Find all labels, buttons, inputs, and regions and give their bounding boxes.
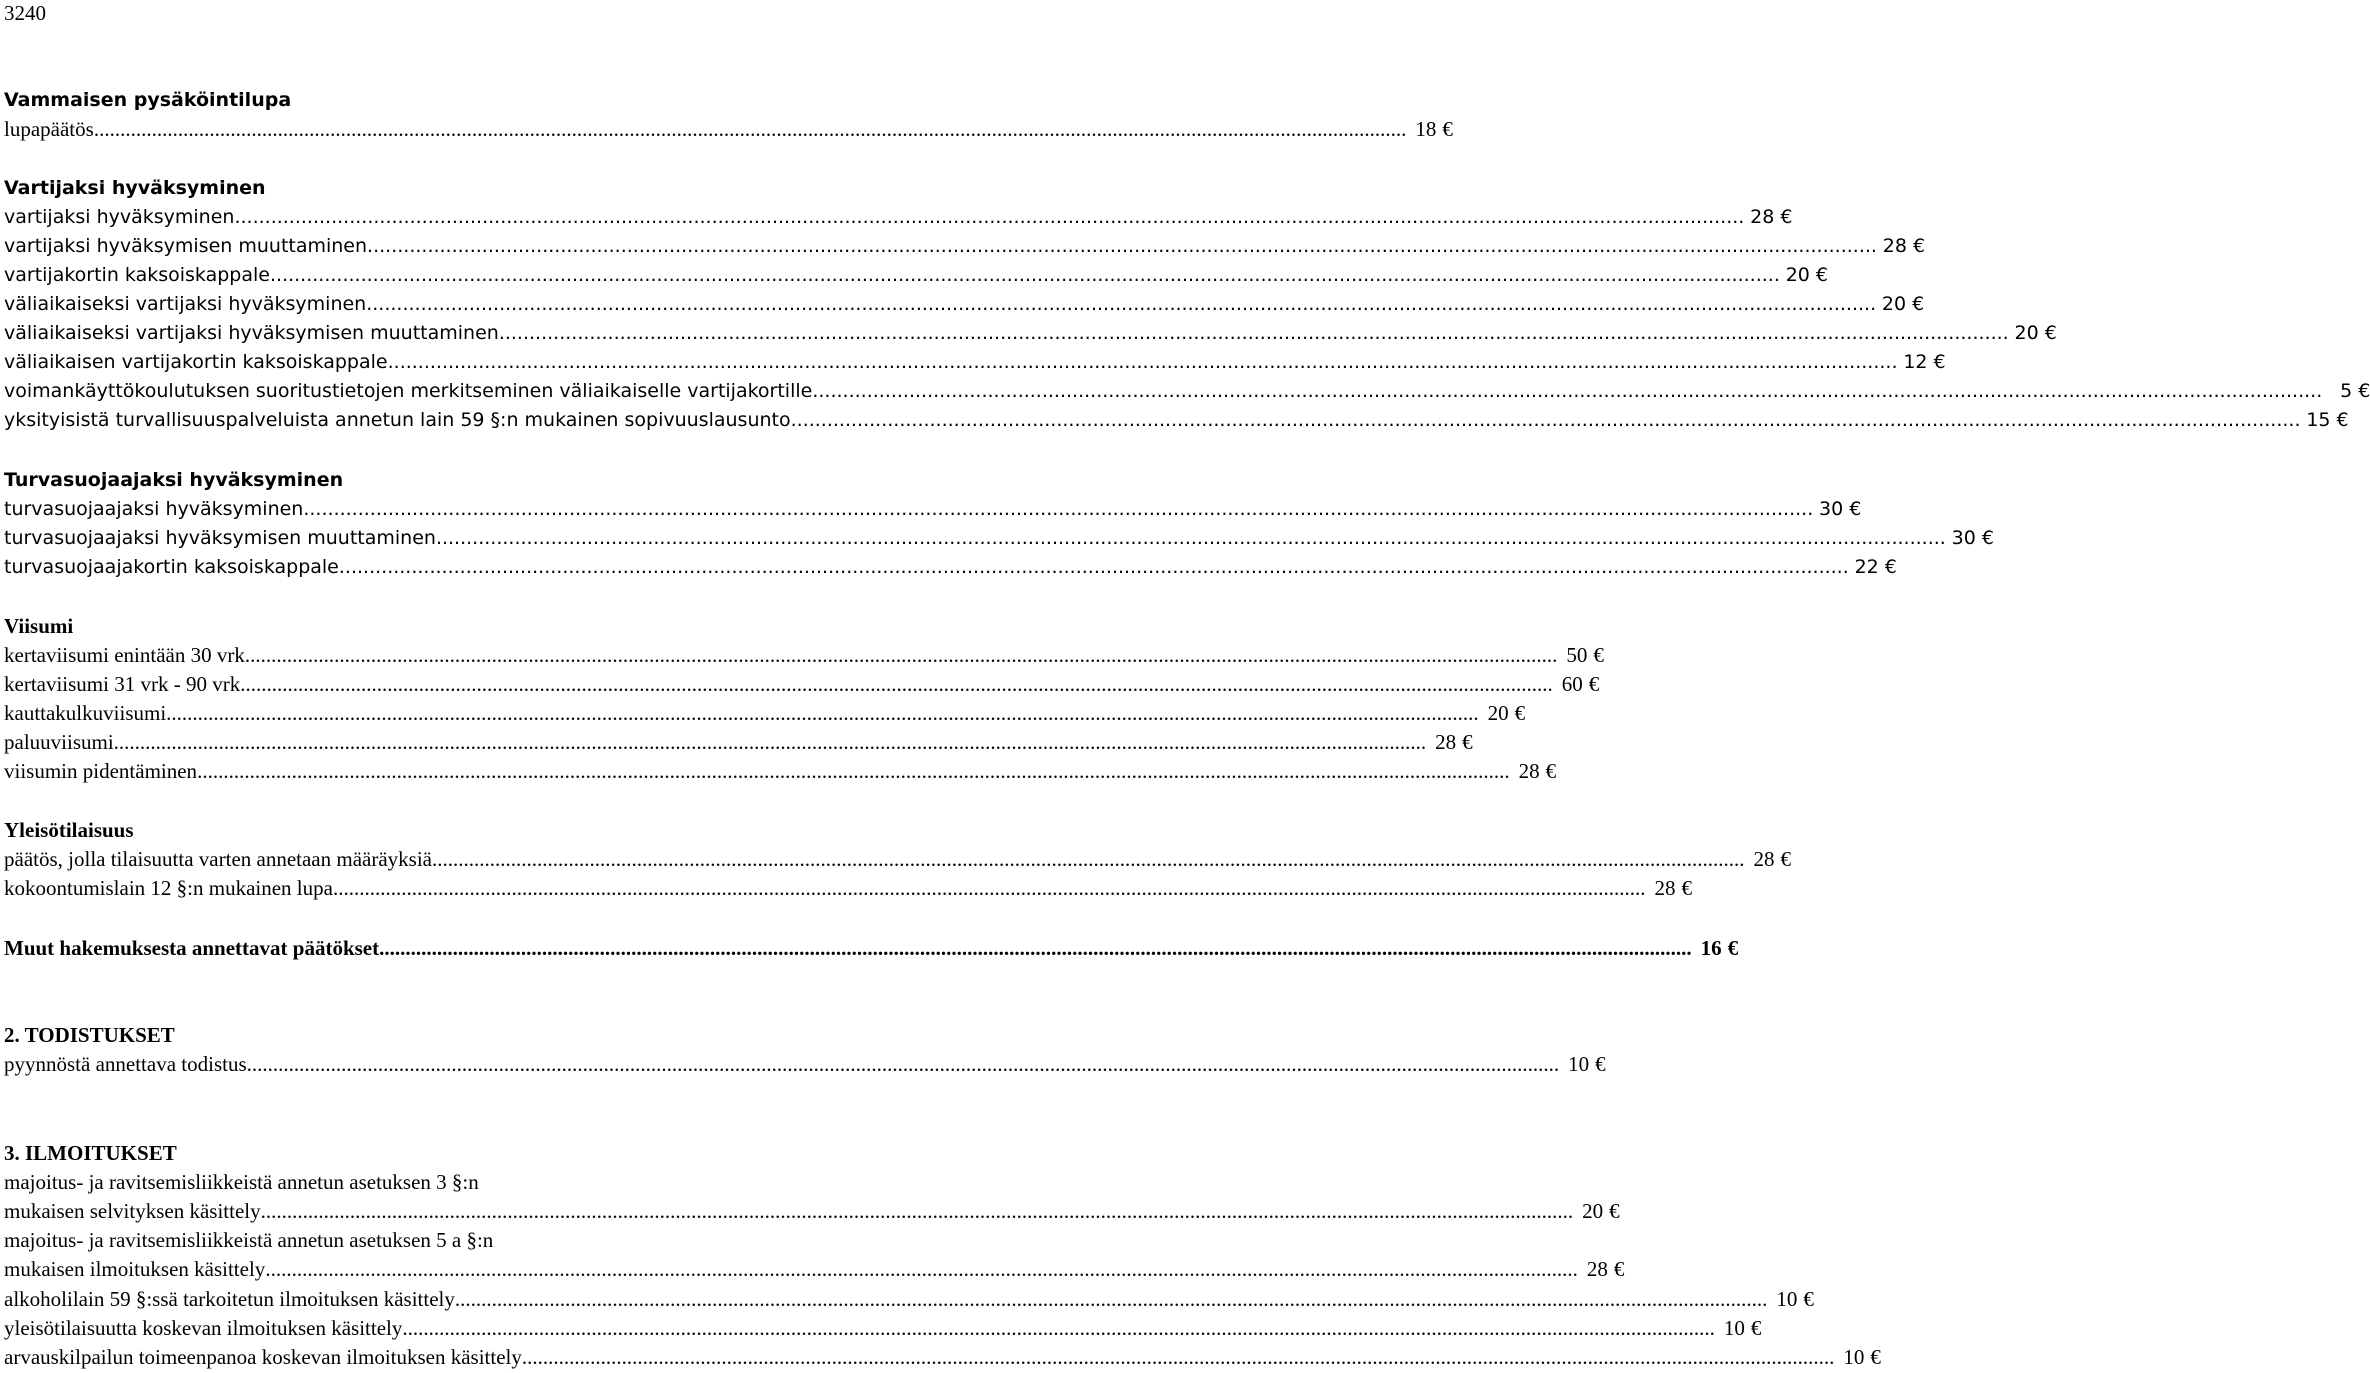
fee-label: turvasuojaajaksi hyväksymisen muuttaminen bbox=[4, 527, 436, 549]
fee-value: 20 bbox=[1487, 701, 1509, 725]
fee-amount bbox=[1813, 495, 1861, 524]
fee-row bbox=[4, 1197, 1620, 1226]
fee-value: 18 bbox=[1415, 117, 1437, 141]
fee-value: 30 bbox=[1951, 527, 1976, 549]
heading-text: 3. ILMOITUKSET bbox=[4, 1141, 177, 1165]
fee-row bbox=[4, 934, 1739, 963]
fee-label: pyynnöstä annettava todistus bbox=[4, 1052, 247, 1076]
fee-amount bbox=[1645, 874, 1692, 903]
fee-row bbox=[4, 670, 1600, 699]
fee-label: voimankäyttökoulutuksen suoritustietojen merkitseminen väliaikaiselle vartijakortille bbox=[4, 380, 813, 402]
fee-row bbox=[4, 757, 1557, 786]
fee-row bbox=[4, 1050, 1606, 1079]
fee-value: 10 bbox=[1776, 1287, 1798, 1311]
fee-label: lupapäätös bbox=[4, 117, 94, 141]
euro-symbol: € bbox=[1595, 1052, 1606, 1076]
fee-row bbox=[4, 115, 1453, 144]
fee-amount bbox=[1780, 261, 1828, 290]
fee-amount bbox=[1692, 934, 1739, 963]
fee-amount bbox=[1745, 845, 1792, 874]
leader-dots: .......................................................................................................................................................................................................................................................... bbox=[197, 759, 1510, 783]
euro-symbol: € bbox=[1912, 293, 1925, 315]
fee-label: kokoontumislain 12 §:n mukainen lupa bbox=[4, 876, 333, 900]
euro-symbol: € bbox=[1593, 643, 1604, 667]
leader-dots: .......................................................................................................................................................................................................................................................... bbox=[366, 293, 1877, 315]
fee-label: kertaviisumi enintään 30 vrk bbox=[4, 643, 245, 667]
euro-symbol: € bbox=[1884, 556, 1897, 578]
section-heading bbox=[4, 612, 956, 641]
fee-row bbox=[4, 290, 1925, 319]
fee-value: 5 bbox=[2340, 380, 2353, 402]
leader-dots: .......................................................................................................................................................................................................................................................... bbox=[435, 527, 1946, 549]
leader-dots: .......................................................................................................................................................................................................................................................... bbox=[244, 643, 1558, 667]
fee-label: mukaisen selvityksen käsittely bbox=[4, 1199, 261, 1223]
section-heading bbox=[4, 1021, 956, 1050]
fee-amount bbox=[1510, 757, 1557, 786]
fee-row bbox=[4, 1285, 1814, 1314]
fee-row bbox=[4, 699, 1526, 728]
euro-symbol: € bbox=[1780, 206, 1793, 228]
heading-text: majoitus- ja ravitsemisliikkeistä annetun asetuksen 5 a §:n bbox=[4, 1228, 494, 1252]
heading-text: Turvasuojaajaksi hyväksyminen bbox=[4, 469, 344, 491]
fee-label: väliaikaiseksi vartijaksi hyväksymisen muuttaminen bbox=[4, 322, 499, 344]
heading-text: majoitus- ja ravitsemisliikkeistä annetun asetuksen 3 §:n bbox=[4, 1170, 479, 1194]
leader-dots: .......................................................................................................................................................................................................................................................... bbox=[240, 672, 1553, 696]
fee-amount bbox=[1946, 524, 1994, 553]
euro-symbol: € bbox=[1442, 117, 1453, 141]
fee-amount bbox=[1715, 1314, 1762, 1343]
fee-amount bbox=[1553, 670, 1600, 699]
fee-amount bbox=[1578, 1255, 1625, 1284]
leader-dots: .......................................................................................................................................................................................................................................................... bbox=[234, 206, 1745, 228]
heading-text: Viisumi bbox=[4, 614, 74, 638]
fee-row bbox=[4, 406, 2349, 435]
fee-row bbox=[4, 524, 1994, 553]
fee-row bbox=[4, 232, 1926, 261]
fee-value: 28 bbox=[1654, 876, 1676, 900]
euro-symbol: € bbox=[1681, 876, 1692, 900]
leader-dots: .......................................................................................................................................................................................................................................................... bbox=[113, 730, 1427, 754]
fee-value: 20 bbox=[2014, 322, 2039, 344]
section-heading bbox=[4, 86, 956, 115]
fee-label: turvasuojaajaksi hyväksyminen bbox=[4, 498, 304, 520]
fee-value: 10 bbox=[1568, 1052, 1590, 1076]
leader-dots: .......................................................................................................................................................................................................................................................... bbox=[379, 936, 1692, 960]
euro-symbol: € bbox=[1981, 527, 1994, 549]
fee-value: 15 bbox=[2306, 409, 2331, 431]
leader-dots: .......................................................................................................................................................................................................................................................... bbox=[387, 351, 1898, 373]
fee-label: mukaisen ilmoituksen käsittely bbox=[4, 1257, 266, 1281]
fee-value: 28 bbox=[1882, 235, 1907, 257]
fee-value: 22 bbox=[1854, 556, 1879, 578]
fee-row bbox=[4, 1255, 1625, 1284]
fee-row bbox=[4, 495, 1862, 524]
heading-text: Yleisötilaisuus bbox=[4, 818, 134, 842]
fee-value: 50 bbox=[1566, 643, 1588, 667]
leader-dots: .......................................................................................................................................................................................................................................................... bbox=[454, 1287, 1768, 1311]
leader-dots: .......................................................................................................................................................................................................................................................... bbox=[265, 1257, 1578, 1281]
fee-row bbox=[4, 1314, 1762, 1343]
fee-value: 30 bbox=[1819, 498, 1844, 520]
fee-amount bbox=[1744, 203, 1792, 232]
fee-amount bbox=[1877, 232, 1925, 261]
fee-amount bbox=[1479, 699, 1526, 728]
fee-amount bbox=[1426, 728, 1473, 757]
fee-row bbox=[4, 319, 2057, 348]
text-line bbox=[4, 1226, 956, 1255]
fee-row bbox=[4, 728, 1473, 757]
fee-label: väliaikaiseksi vartijaksi hyväksyminen bbox=[4, 293, 367, 315]
leader-dots: .......................................................................................................................................................................................................................................................... bbox=[521, 1345, 1835, 1369]
fee-amount bbox=[2322, 377, 2370, 406]
fee-amount bbox=[1834, 1343, 1881, 1372]
leader-dots: .......................................................................................................................................................................................................................................................... bbox=[93, 117, 1407, 141]
leader-dots: .......................................................................................................................................................................................................................................................... bbox=[303, 498, 1814, 520]
fee-value: 20 bbox=[1582, 1199, 1604, 1223]
euro-symbol: € bbox=[1514, 701, 1526, 725]
euro-symbol: € bbox=[1912, 235, 1926, 257]
euro-symbol: € bbox=[1545, 759, 1557, 783]
leader-dots: .......................................................................................................................................................................................................................................................... bbox=[332, 876, 1646, 900]
fee-label: kertaviisumi 31 vrk - 90 vrk bbox=[4, 672, 241, 696]
fee-label: arvauskilpailun toimeenpanoa koskevan ilmoituksen käsittely bbox=[4, 1345, 522, 1369]
fee-label: viisumin pidentäminen bbox=[4, 759, 198, 783]
euro-symbol: € bbox=[1803, 1287, 1814, 1311]
fee-value: 20 bbox=[1881, 293, 1907, 315]
fee-value: 10 bbox=[1843, 1345, 1865, 1369]
fee-amount bbox=[2301, 406, 2349, 435]
text-line bbox=[4, 1168, 956, 1197]
fee-row bbox=[4, 203, 1793, 232]
heading-text: 2. TODISTUKSET bbox=[4, 1023, 175, 1047]
fee-row bbox=[4, 261, 1828, 290]
fee-label: väliaikaisen vartijakortin kaksoiskappale bbox=[4, 351, 388, 373]
heading-text: Vartijaksi hyväksyminen bbox=[4, 177, 266, 199]
leader-dots: .......................................................................................................................................................................................................................................................... bbox=[246, 1052, 1560, 1076]
fee-value: 28 bbox=[1435, 730, 1457, 754]
euro-symbol: € bbox=[1780, 847, 1791, 871]
euro-symbol: € bbox=[1609, 1199, 1620, 1223]
fee-value: 28 bbox=[1518, 759, 1540, 783]
leader-dots: .......................................................................................................................................................................................................................................................... bbox=[812, 380, 2323, 402]
euro-symbol: € bbox=[1613, 1257, 1625, 1281]
leader-dots: .......................................................................................................................................................................................................................................................... bbox=[432, 847, 1745, 871]
euro-symbol: € bbox=[1750, 1316, 1762, 1340]
fee-row bbox=[4, 845, 1791, 874]
euro-symbol: € bbox=[1588, 672, 1600, 696]
fee-value: 60 bbox=[1561, 672, 1583, 696]
fee-label: turvasuojaajakortin kaksoiskappale bbox=[4, 556, 339, 578]
section-heading bbox=[4, 816, 956, 845]
fee-row bbox=[4, 874, 1692, 903]
leader-dots: .......................................................................................................................................................................................................................................................... bbox=[402, 1316, 1715, 1340]
fee-row bbox=[4, 377, 2370, 406]
heading-text: Vammaisen pysäköintilupa bbox=[4, 89, 292, 111]
euro-symbol: € bbox=[1727, 936, 1739, 960]
section-heading bbox=[4, 466, 956, 495]
fee-row bbox=[4, 348, 1946, 377]
fee-row bbox=[4, 641, 1604, 670]
leader-dots: .......................................................................................................................................................................................................................................................... bbox=[367, 235, 1877, 257]
fee-label: paluuviisumi bbox=[4, 730, 114, 754]
fee-label: vartijaksi hyväksyminen bbox=[4, 206, 235, 228]
fee-row bbox=[4, 1343, 1881, 1372]
euro-symbol: € bbox=[2336, 409, 2349, 431]
leader-dots: .......................................................................................................................................................................................................................................................... bbox=[269, 264, 1780, 286]
fee-amount bbox=[1406, 115, 1453, 144]
leader-dots: .......................................................................................................................................................................................................................................................... bbox=[260, 1199, 1574, 1223]
euro-symbol: € bbox=[1933, 351, 1946, 373]
fee-amount bbox=[1573, 1197, 1620, 1226]
fee-amount bbox=[1876, 290, 1924, 319]
fee-value: 12 bbox=[1903, 351, 1928, 373]
leader-dots: .......................................................................................................................................................................................................................................................... bbox=[498, 322, 2009, 344]
euro-symbol: € bbox=[1815, 264, 1828, 286]
euro-symbol: € bbox=[2358, 380, 2370, 402]
fee-label: yksityisistä turvallisuuspalveluista annetun lain 59 §:n mukainen sopivuuslausunto bbox=[4, 409, 791, 431]
fee-label: vartijaksi hyväksymisen muuttaminen bbox=[4, 235, 368, 257]
fee-amount bbox=[1849, 553, 1897, 582]
fee-amount bbox=[2009, 319, 2057, 348]
fee-value: 28 bbox=[1753, 847, 1775, 871]
fee-label: yleisötilaisuutta koskevan ilmoituksen käsittely bbox=[4, 1316, 403, 1340]
page-number: 3240 bbox=[4, 1, 46, 25]
fee-value: 20 bbox=[1785, 264, 1810, 286]
section-heading bbox=[4, 1139, 956, 1168]
leader-dots: .......................................................................................................................................................................................................................................................... bbox=[338, 556, 1849, 578]
fee-label: päätös, jolla tilaisuutta varten annetaan määräyksiä bbox=[4, 847, 432, 871]
fee-value: 10 bbox=[1723, 1316, 1745, 1340]
euro-symbol: € bbox=[1870, 1345, 1881, 1369]
fee-label: vartijakortin kaksoiskappale bbox=[4, 264, 270, 286]
fee-label: Muut hakemuksesta annettavat päätökset bbox=[4, 936, 380, 960]
fee-amount bbox=[1767, 1285, 1814, 1314]
euro-symbol: € bbox=[2044, 322, 2057, 344]
euro-symbol: € bbox=[1462, 730, 1473, 754]
section-heading bbox=[4, 174, 956, 203]
fee-row bbox=[4, 553, 1897, 582]
fee-value: 28 bbox=[1586, 1257, 1608, 1281]
euro-symbol: € bbox=[1849, 498, 1862, 520]
fee-label: kauttakulkuviisumi bbox=[4, 701, 167, 725]
fee-amount bbox=[1557, 641, 1604, 670]
fee-amount bbox=[1898, 348, 1946, 377]
fee-value: 16 bbox=[1700, 936, 1722, 960]
fee-amount bbox=[1559, 1050, 1606, 1079]
leader-dots: .......................................................................................................................................................................................................................................................... bbox=[790, 409, 2301, 431]
fee-label: alkoholilain 59 §:ssä tarkoitetun ilmoituksen käsittely bbox=[4, 1287, 455, 1311]
fee-value: 28 bbox=[1750, 206, 1775, 228]
leader-dots: .......................................................................................................................................................................................................................................................... bbox=[166, 701, 1479, 725]
